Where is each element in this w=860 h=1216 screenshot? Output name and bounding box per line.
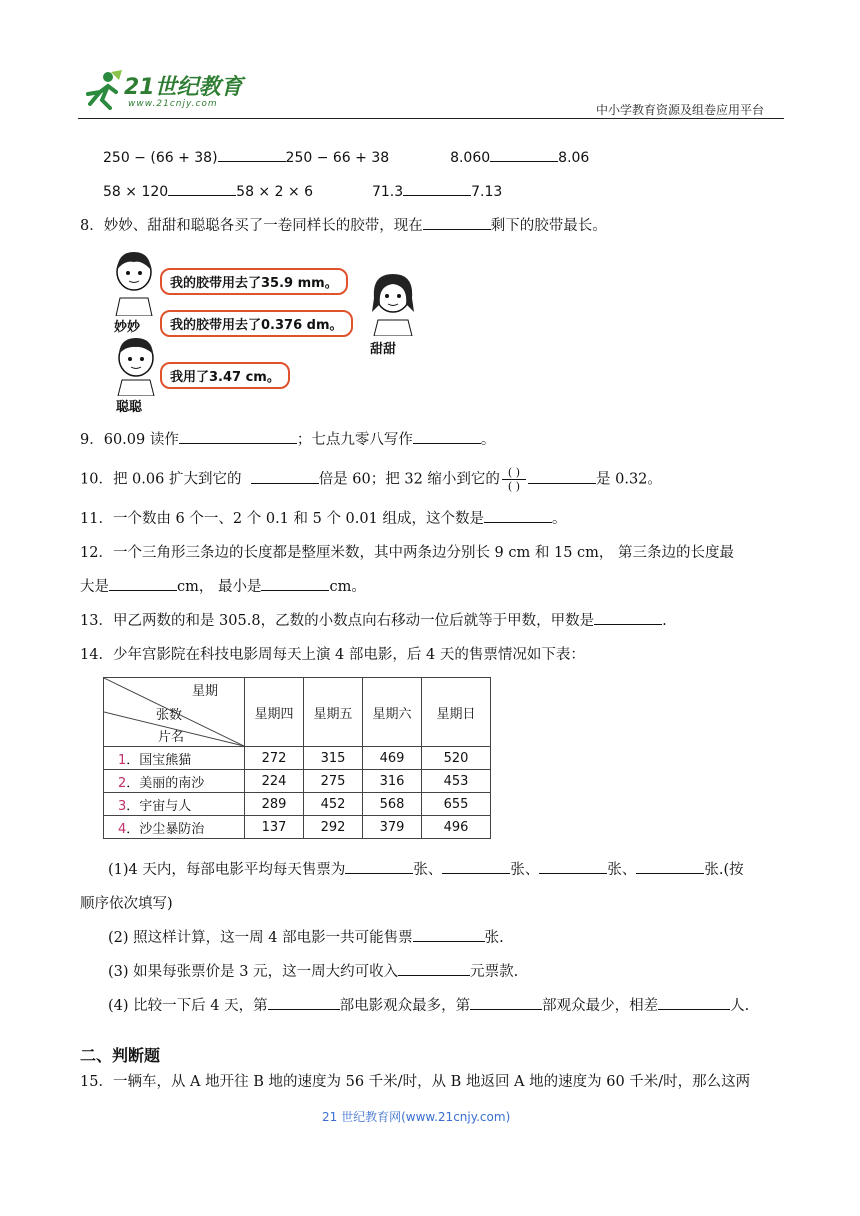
answer-blank[interactable] [539, 859, 607, 874]
question-number: 9． [80, 432, 104, 448]
header-rule [78, 118, 784, 119]
name-tiantian: 甜甜 [370, 342, 397, 357]
sales-cell: 272 [245, 747, 304, 770]
question-15 [80, 1070, 750, 1091]
girl-tiantian-icon [362, 268, 424, 336]
sales-cell: 137 [245, 816, 304, 839]
question-text: 剩下的胶带最长。 [490, 218, 607, 234]
name-miaomiao: 妙妙 [114, 320, 141, 335]
question-text: 一个三角形三条边的长度都是整厘米数，其中两条边分别长 9 cm 和 15 cm， 第三条边的长度最 [112, 545, 735, 561]
sales-cell: 292 [304, 816, 363, 839]
question-text: 元票款. [470, 964, 519, 980]
question-text: 妙妙、甜甜和聪聪各买了一卷同样长的胶带，现在 [103, 218, 423, 234]
answer-blank[interactable] [470, 995, 542, 1010]
question-14-part-3 [108, 960, 518, 981]
question-text: 。 [551, 511, 567, 527]
question-14-part-2 [108, 926, 504, 947]
speech-bubble-miaomiao: 我的胶带用去了35.9 mm。 [160, 268, 348, 295]
question-12-line-2 [80, 575, 366, 596]
question-number: 11． [80, 511, 113, 527]
question-9 [80, 428, 495, 449]
answer-blank[interactable] [168, 181, 236, 196]
question-11 [80, 507, 566, 528]
question-text: 张、 [510, 862, 540, 878]
corner-label-day: 星期 [192, 684, 219, 699]
film-index: 2 [118, 775, 127, 791]
header-logo [78, 66, 268, 116]
table-header-day: 星期六 [363, 678, 422, 747]
question-13 [80, 609, 667, 630]
answer-blank[interactable] [413, 429, 481, 444]
sales-cell: 469 [363, 747, 422, 770]
question-text: 部电影观众最多，第 [339, 998, 471, 1014]
question-14 [80, 643, 585, 664]
question-text: 人. [730, 998, 750, 1014]
film-name-cell: 4．沙尘暴防治 [104, 816, 245, 839]
film-index: 3 [118, 798, 127, 814]
question-text: . [662, 613, 667, 629]
corner-label-film: 片名 [158, 730, 185, 745]
section-title: 二、判断题 [80, 1046, 161, 1065]
film-name: 美丽的南沙 [139, 775, 205, 791]
sales-cell: 275 [304, 770, 363, 793]
question-text: cm， 最小是 [177, 579, 262, 595]
answer-blank[interactable] [484, 508, 552, 523]
expr: 71.3 [371, 184, 404, 200]
question-text: 张、 [607, 862, 637, 878]
film-index: 4 [118, 821, 127, 837]
question-number: 14． [80, 647, 113, 663]
question-text: 把 0.06 扩大到它的 [112, 471, 242, 488]
question-text: 倍是 60；把 32 缩小到它的 [318, 471, 500, 488]
sales-cell: 568 [363, 793, 422, 816]
sales-cell: 520 [422, 747, 491, 770]
expr: 8.06 [558, 150, 590, 166]
film-name: 宇宙与人 [139, 798, 192, 814]
question-number: 10． [80, 471, 113, 488]
question-text: 张. [484, 930, 504, 946]
film-index: 1 [118, 752, 127, 768]
answer-blank[interactable] [636, 859, 704, 874]
question-text: ；七点九零八写作 [296, 432, 413, 448]
runner-logo-icon [78, 70, 124, 110]
sales-cell: 316 [363, 770, 422, 793]
logo-url: www.21cnjy.com [128, 99, 218, 109]
answer-blank[interactable] [345, 859, 413, 874]
answer-blank[interactable] [251, 469, 319, 484]
fraction-denominator: ( ) [507, 480, 521, 493]
answer-blank[interactable] [413, 927, 485, 942]
question-text: 顺序依次填写) [80, 896, 173, 912]
question-text: (2) 照这样计算，这一周 4 部电影一共可能售票 [108, 930, 413, 946]
answer-blank[interactable] [490, 147, 558, 162]
answer-blank[interactable] [109, 576, 177, 591]
question-12 [80, 541, 734, 562]
question-8 [80, 214, 607, 235]
film-name-cell: 1．国宝熊猫 [104, 747, 245, 770]
table-corner-cell [104, 678, 245, 747]
question-text: 是 0.32。 [596, 471, 662, 488]
table-row [104, 793, 491, 816]
answer-blank[interactable] [658, 995, 730, 1010]
header-platform-text: 中小学教育资源及组卷应用平台 [596, 103, 765, 117]
question-14-part-4 [108, 994, 749, 1015]
question-text: 部观众最少，相差 [542, 998, 659, 1014]
table-header-day: 星期四 [245, 678, 304, 747]
answer-blank[interactable] [423, 215, 491, 230]
tape-illustration [100, 248, 440, 418]
corner-label-count: 张数 [156, 708, 183, 723]
girl-miaomiao-icon [106, 248, 162, 316]
question-text: 60.09 读作 [103, 432, 179, 448]
ticket-sales-table [103, 677, 491, 839]
speech-bubble-congcong: 我用了3.47 cm。 [160, 362, 290, 389]
fraction-blank[interactable] [502, 466, 526, 493]
question-text: 一个数由 6 个一、2 个 0.1 和 5 个 0.01 组成，这个数是 [112, 511, 484, 527]
question-14-part-1 [108, 858, 744, 879]
sales-cell: 289 [245, 793, 304, 816]
logo-text: 21世纪教育 [124, 75, 243, 100]
question-14-part-1-line-2 [80, 892, 173, 913]
answer-blank[interactable] [403, 181, 471, 196]
sales-cell: 453 [422, 770, 491, 793]
expr: 58 × 2 × 6 [236, 184, 314, 200]
question-text: 甲乙两数的和是 305.8，乙数的小数点向右移动一位后就等于甲数，甲数是 [112, 613, 595, 629]
sales-cell: 315 [304, 747, 363, 770]
question-text: cm。 [329, 579, 366, 595]
table-row [104, 816, 491, 839]
table-header-day: 星期日 [422, 678, 491, 747]
sales-cell: 379 [363, 816, 422, 839]
answer-blank[interactable] [268, 995, 340, 1010]
question-number: 15． [80, 1074, 113, 1090]
film-name: 沙尘暴防治 [139, 821, 205, 837]
question-number: 12． [80, 545, 113, 561]
question-10 [80, 466, 662, 493]
question-text: 大是 [80, 579, 109, 595]
question-number: 13． [80, 613, 113, 629]
question-text: 张.(按 [704, 862, 744, 878]
answer-blank[interactable] [398, 961, 470, 976]
compare-row-1 [103, 147, 589, 166]
expr: 58 × 120 [103, 184, 169, 200]
page-footer: 21 世纪教育网(www.21cnjy.com) [322, 1110, 511, 1124]
table-row [104, 770, 491, 793]
sales-cell: 655 [422, 793, 491, 816]
question-text: 少年宫影院在科技电影周每天上演 4 部电影，后 4 天的售票情况如下表： [112, 647, 585, 663]
answer-blank[interactable] [594, 610, 662, 625]
sales-cell: 224 [245, 770, 304, 793]
answer-blank[interactable] [218, 147, 286, 162]
expr: 250 − 66 + 38 [285, 150, 390, 166]
film-name-cell: 3．宇宙与人 [104, 793, 245, 816]
answer-blank[interactable] [528, 469, 596, 484]
fraction-numerator: ( ) [502, 466, 526, 480]
question-text: (3) 如果每张票价是 3 元，这一周大约可收入 [108, 964, 399, 980]
question-text: 一辆车，从 A 地开往 B 地的速度为 56 千米/时，从 B 地返回 A 地的速度为 60 千米/时，那么这两 [112, 1074, 751, 1090]
question-text: 。 [480, 432, 496, 448]
name-congcong: 聪聪 [116, 400, 143, 415]
answer-blank[interactable] [261, 576, 329, 591]
speech-bubble-tiantian: 我的胶带用去了0.376 dm。 [160, 310, 353, 337]
sales-cell: 496 [422, 816, 491, 839]
table-header-row [104, 678, 491, 747]
compare-row-2 [103, 181, 502, 200]
question-number: 8． [80, 218, 104, 234]
question-text: (4) 比较一下后 4 天，第 [108, 998, 268, 1014]
film-name-cell: 2．美丽的南沙 [104, 770, 245, 793]
sales-cell: 452 [304, 793, 363, 816]
question-text: (1)4 天内，每部电影平均每天售票为 [108, 862, 346, 878]
expr: 7.13 [471, 184, 503, 200]
film-name: 国宝熊猫 [139, 752, 192, 768]
expr: 8.060 [450, 150, 491, 166]
table-row [104, 747, 491, 770]
answer-blank[interactable] [179, 429, 297, 444]
boy-congcong-icon [108, 334, 164, 396]
question-text: 张、 [413, 862, 443, 878]
answer-blank[interactable] [442, 859, 510, 874]
table-header-day: 星期五 [304, 678, 363, 747]
expr: 250 − (66 + 38) [103, 150, 218, 166]
